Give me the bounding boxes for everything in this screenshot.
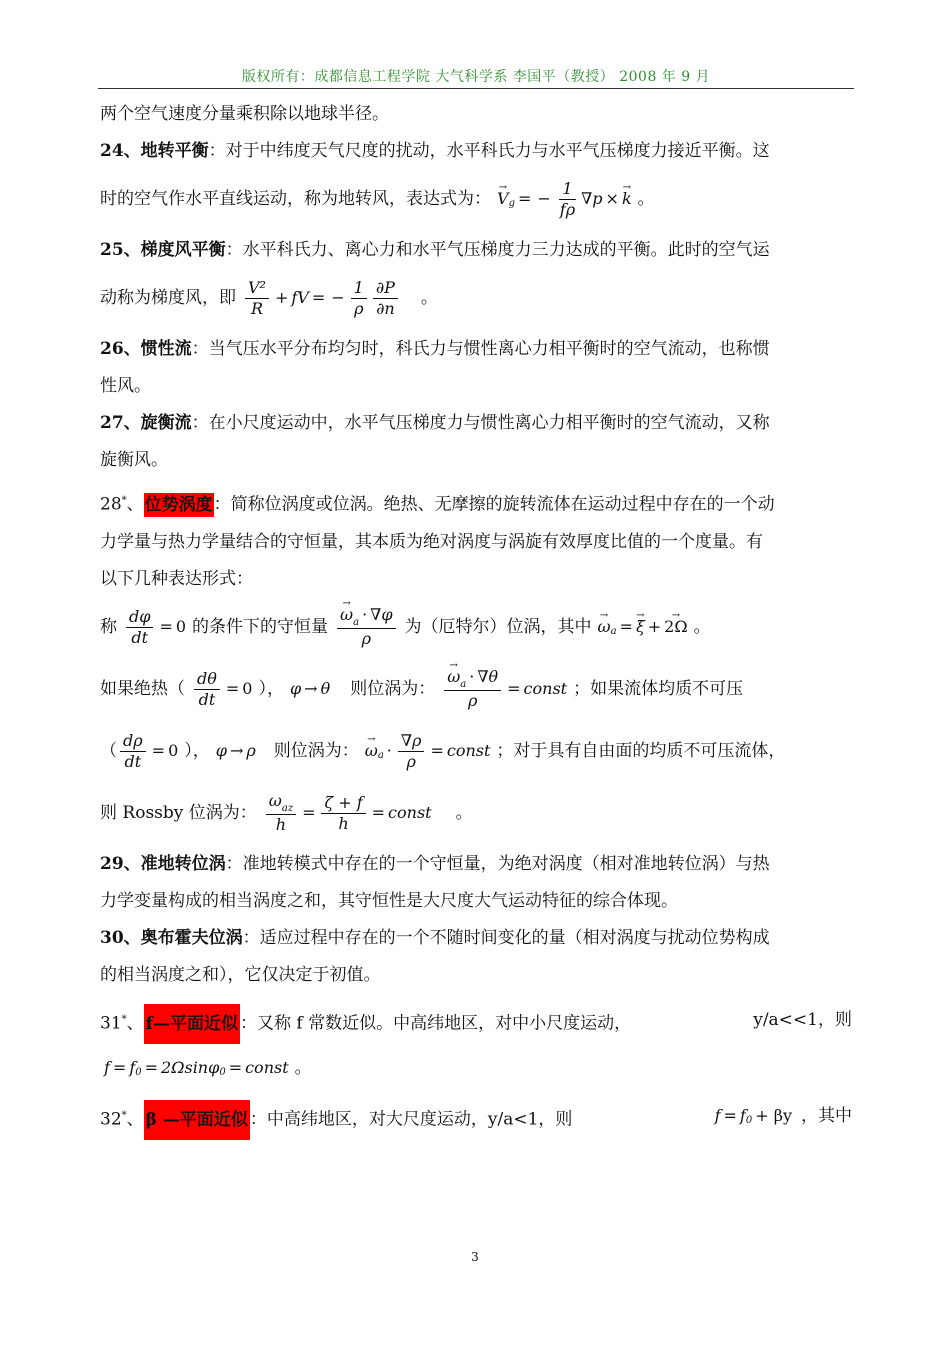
adiabatic-pv-line: 如果绝热（ $\frac{d\theta}{dt}$ = 0 ）， φ → θ 则位涡为： → $\frac{\omega_a \cdot \nabla\theta}{\rho}$ = const ；如果流体均质不可压 <box>100 666 852 712</box>
item-29: 29、准地转位涡：准地转模式中存在的一个守恒量，为绝对涡度（相对准地转位涡）与热 <box>100 854 770 874</box>
term: 奥布霍夫位涡 <box>140 928 243 948</box>
item-27: 27、旋衡流：在小尺度运动中，水平气压梯度力与惯性离心力相平衡时的空气流动，又称 <box>100 413 770 433</box>
item-28: 28*、位势涡度：简称位涡度或位涡。绝热、无摩擦的旋转流体在运动过程中存在的一个动 <box>100 494 775 515</box>
text-line: 性风。 <box>100 376 151 396</box>
text-line: 旋衡风。 <box>100 450 168 470</box>
item-number: 27、 <box>100 413 141 433</box>
item-31: 31*、 f—平面近似 ：又称 f 常数近似。中高纬地区，对中小尺度运动， y/a<<1，则 <box>100 1000 852 1040</box>
item-number: 30、 <box>100 928 141 948</box>
item-25-equation-line: 动称为梯度风，即 $\frac{\text{V²}}{R}$ + fV = − $\frac{1}{\rho}$ $\frac{\partial P}{\partial n}$ 。 <box>100 277 438 318</box>
highlighted-term: β —平面近似 <box>144 1100 250 1140</box>
page-body <box>100 102 852 1149</box>
rossby-pv-line: 则 Rossby 位涡为： $\frac{\omega_{az}}{h}$ = $\frac{\zeta + f}{h}$ = const 。 <box>100 791 473 834</box>
item-number: 28 <box>100 494 122 515</box>
item-30: 30、奥布霍夫位涡：适应过程中存在的一个不随时间变化的量（相对涡度与扰动位势构成 <box>100 928 770 948</box>
item-number: 25、 <box>100 240 141 260</box>
header-rule <box>98 88 854 89</box>
item-24: 24、地转平衡：对于中纬度天气尺度的扰动，水平科氏力与水平气压梯度力接近平衡。这 <box>100 141 770 161</box>
text-line: 力学量与热力学量结合的守恒量，其本质为绝对涡度与涡旋有效厚度比值的一个度量。有 <box>100 532 763 552</box>
item-number: 31 <box>100 1013 122 1034</box>
highlighted-term: 位势涡度 <box>144 494 213 515</box>
item-26: 26、惯性流：当气压水平分布均匀时，科氏力与惯性离心力相平衡时的空气流动，也称惯 <box>100 339 770 359</box>
term: 地转平衡 <box>140 141 209 161</box>
text-line: 两个空气速度分量乘积除以地球半径。 <box>100 104 389 124</box>
text-line: 以下几种表达形式： <box>100 569 253 589</box>
geostrophic-wind-formula: → V g = − $\frac{1}{f\rho}$ ∇p × → k <box>497 179 632 220</box>
item-24-equation-line: 时的空气作水平直线运动，称为地转风，表达式为： → V g = − $\frac{1}{f\rho}$ ∇p × → k 。 <box>100 176 852 222</box>
highlighted-term: f—平面近似 <box>144 1004 240 1044</box>
gradient-wind-formula: $\frac{\text{V²}}{R}$ + fV = − $\frac{1}{\rho}$ $\frac{\partial P}{\partial n}$ <box>242 278 401 319</box>
term: 准地转位涡 <box>140 854 226 874</box>
incompressible-pv-line: （ $\frac{d\rho}{dt}$ = 0 ）， φ → ρ 则位涡为： → ω a · $\frac{\nabla\rho}{\rho}$ = const ；对于具有自由面的均质不可压流体， <box>100 728 852 774</box>
text-line: 力学变量构成的相当涡度之和，其守恒性是大尺度大气运动特征的综合体现。 <box>100 891 678 911</box>
page-number: 3 <box>471 1250 479 1264</box>
item-number: 26、 <box>100 339 141 359</box>
term: 旋衡流 <box>140 413 192 433</box>
item-number: 24、 <box>100 141 141 161</box>
item-number: 29、 <box>100 854 141 874</box>
item-32: 32*、 β —平面近似 ：中高纬地区，对大尺度运动，y/a<1，则 f = f 0 + βy ，其中 <box>100 1096 852 1136</box>
item-number: 32 <box>100 1109 122 1130</box>
item-25: 25、梯度风平衡：水平科氏力、离心力和水平气压梯度力三力达成的平衡。此时的空气运 <box>100 240 770 260</box>
term: 梯度风平衡 <box>140 240 226 260</box>
f-plane-formula-line: f = f 0 = 2Ωsinφ 0 = const 。 <box>104 1058 312 1078</box>
text-line: 的相当涡度之和），它仅决定于初值。 <box>100 965 381 985</box>
term: 惯性流 <box>140 339 192 359</box>
page-header: 版权所有：成都信息工程学院 大气科学系 李国平（教授） 2008 年 9 月 <box>241 69 711 85</box>
ertel-pv-line: 称 $\frac{d\varphi}{dt}$ = 0 的条件下的守恒量 → $\frac{\omega_a \cdot \nabla\varphi}{\rho}$ 为（厄特尔）位涡，其中 → ω a = → ξ + → 2Ω 。 <box>100 604 852 650</box>
